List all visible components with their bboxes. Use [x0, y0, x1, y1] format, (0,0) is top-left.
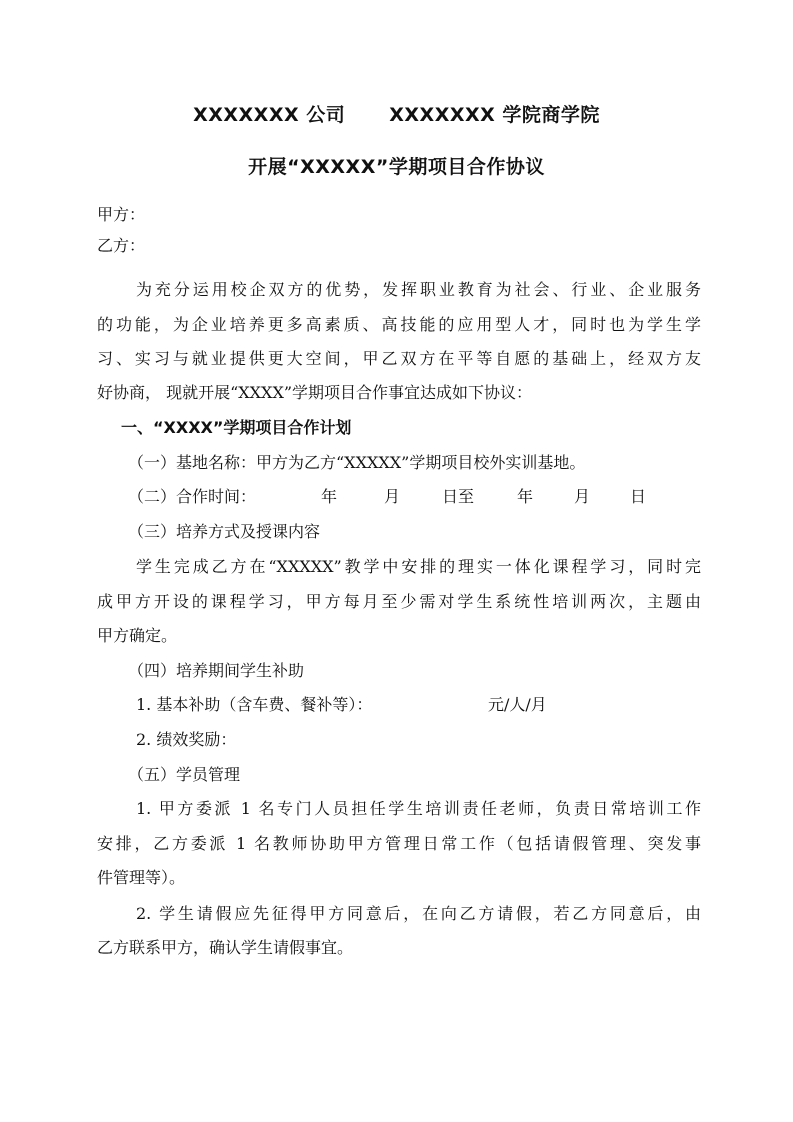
item2-cooperation-time [128, 487, 732, 507]
section1-heading: 一、“XXXX”学期项目合作计划 [121, 418, 352, 437]
date-year-end: 年 [517, 487, 534, 506]
item5-heading: （五）学员管理 [128, 765, 241, 784]
college-name: XXXXXXX 学院商学院 [389, 104, 600, 126]
intro-line-2: 的功能，为企业培养更多高素质、高技能的应用型人才，同时也为学生学 [97, 315, 701, 334]
intro-line-1: 为充分运用校企双方的优势，发挥职业教育为社会、行业、企业服务 [136, 280, 701, 299]
party-a-label: 甲方： [97, 205, 146, 224]
company-name: XXXXXXX 公司 [193, 104, 346, 126]
date-month-end: 月 [574, 487, 591, 506]
intro-line-3: 习、实习与就业提供更大空间，甲乙双方在平等自愿的基础上，经双方友 [97, 349, 701, 368]
item5-sub1-line-2: 安排，乙方委派 1 名教师协助甲方管理日常工作（包括请假管理、突发事 [97, 834, 701, 853]
basic-subsidy-unit: 元/人/月 [488, 695, 547, 714]
item5-sub2-line-1: 2. 学生请假应先征得甲方同意后，在向乙方请假，若乙方同意后，由 [136, 904, 701, 923]
date-day-to: 日至 [442, 487, 475, 506]
item3-text-line-3: 甲方确定。 [97, 626, 178, 645]
date-year-start: 年 [321, 487, 338, 506]
item4-performance-bonus: 2. 绩效奖励： [136, 730, 237, 749]
item3-heading: （三）培养方式及授课内容 [128, 522, 321, 541]
item2-label: （二）合作时间： [128, 487, 257, 506]
item5-sub2-line-2: 乙方联系甲方，确认学生请假事宜。 [97, 938, 354, 957]
party-b-label: 乙方： [97, 236, 146, 255]
item3-text-line-1: 学生完成乙方在“XXXXX”教学中安排的理实一体化课程学习，同时完 [136, 557, 701, 576]
basic-subsidy-label: 1. 基本补助（含车费、餐补等）： [136, 695, 373, 714]
date-month-start: 月 [384, 487, 401, 506]
item4-basic-subsidy [136, 695, 701, 715]
item5-sub1-line-1: 1. 甲方委派 1 名专门人员担任学生培训责任老师，负责日常培训工作 [136, 799, 701, 818]
intro-line-4: 好协商， 现就开展“XXXX”学期项目合作事宜达成如下协议： [97, 383, 533, 402]
item5-sub1-line-3: 件管理等）。 [97, 868, 186, 887]
document-title-line1 [0, 100, 793, 127]
date-day-end: 日 [630, 487, 647, 506]
item3-text-line-2: 成甲方开设的课程学习，甲方每月至少需对学生系统性培训两次，主题由 [97, 592, 701, 611]
item4-heading: （四）培养期间学生补助 [128, 661, 305, 680]
document-title-line2: 开展“XXXXX”学期项目合作协议 [248, 156, 545, 178]
item1-base-name: （一）基地名称：甲方为乙方“XXXXX”学期项目校外实训基地。 [128, 453, 586, 472]
